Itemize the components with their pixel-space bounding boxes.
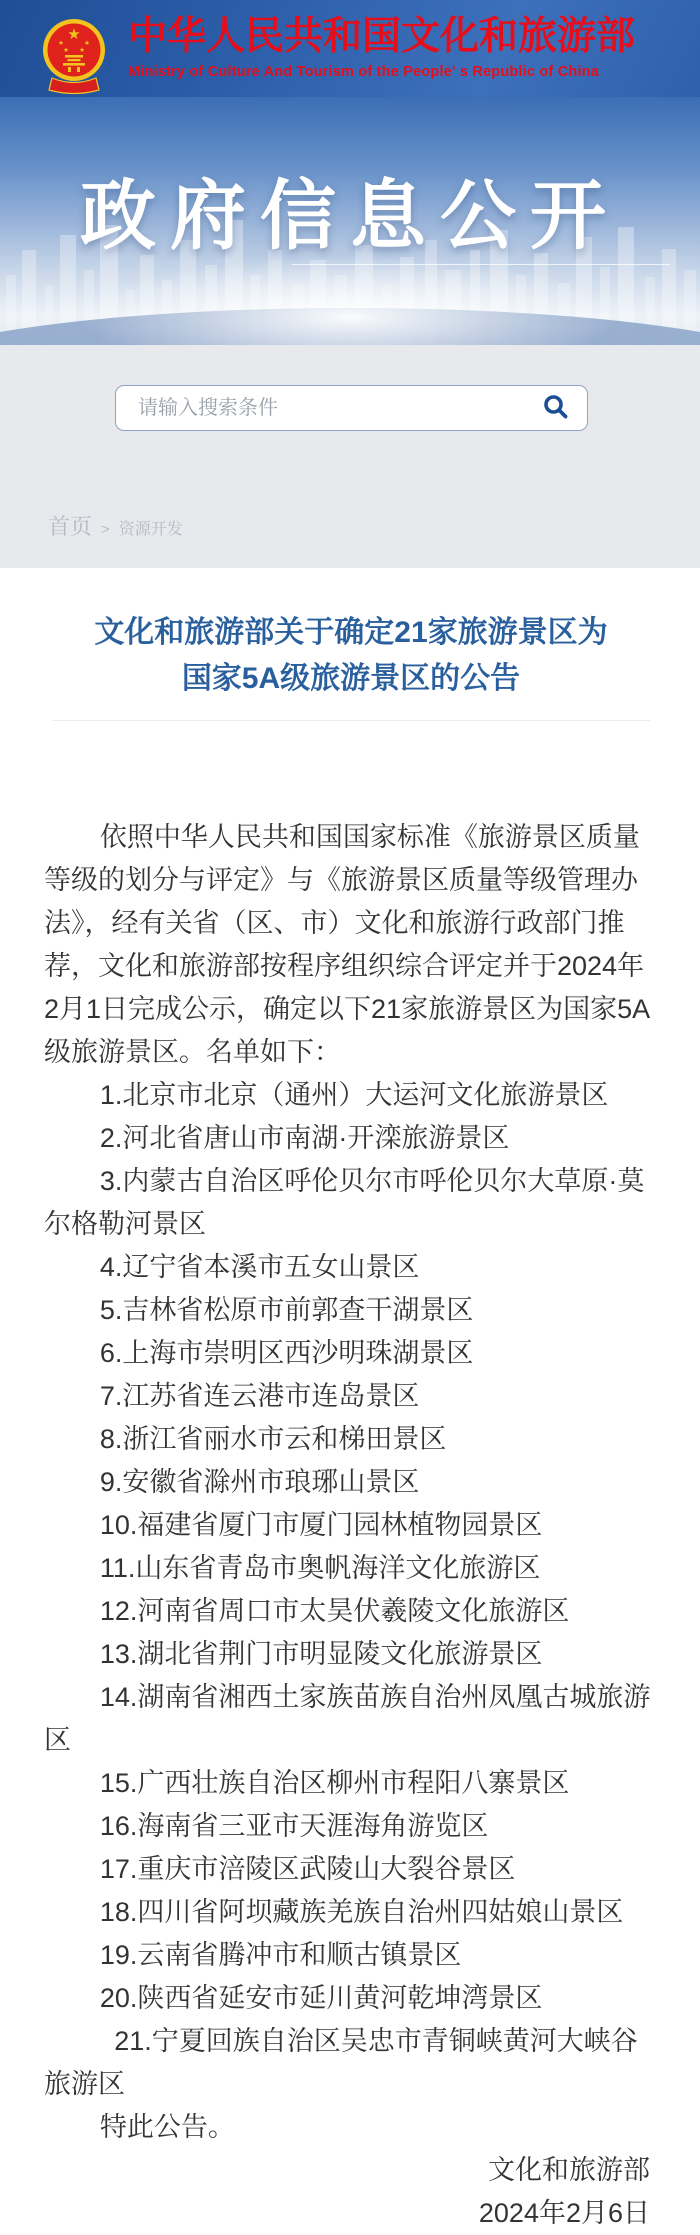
list-item: 9.安徽省滁州市琅琊山景区 <box>99 1467 420 1497</box>
list-item: 4.辽宁省本溪市五女山景区 <box>99 1252 420 1282</box>
article-title-line1: 文化和旅游部关于确定21家旅游景区为 <box>94 616 608 649</box>
breadcrumb-home-link[interactable]: 首页 <box>48 514 93 539</box>
list-item: 2.河北省唐山市南湖·开滦旅游景区 <box>99 1123 510 1153</box>
title-divider <box>52 720 650 721</box>
list-item: 11.山东省青岛市奥帆海洋文化旅游区 <box>99 1553 541 1583</box>
list-item: 1.北京市北京（通州）大运河文化旅游景区 <box>99 1080 609 1110</box>
attraction-list <box>44 1074 658 2106</box>
signature-org: 文化和旅游部 <box>488 2155 650 2185</box>
list-item: 5.吉林省松原市前郭查干湖景区 <box>99 1295 474 1325</box>
svg-text:★: ★ <box>79 46 85 54</box>
list-item: 19.云南省腾冲市和顺古镇景区 <box>99 1940 462 1970</box>
search-icon <box>542 393 569 423</box>
breadcrumb-section-link[interactable]: 资源开发 <box>118 521 183 538</box>
list-item: 12.河南省周口市太昊伏羲陵文化旅游区 <box>99 1596 570 1626</box>
article-title <box>44 610 658 702</box>
list-item: 6.上海市崇明区西沙明珠湖景区 <box>99 1338 474 1368</box>
list-item: 10.福建省厦门市厦门园林植物园景区 <box>99 1510 543 1540</box>
national-emblem-icon <box>42 16 106 96</box>
ministry-title: 中华人民共和国文化和旅游部 <box>128 15 636 59</box>
list-item: 7.江苏省连云港市连岛景区 <box>99 1381 420 1411</box>
banner-title: 政府信息公开 <box>80 174 620 259</box>
search-box[interactable] <box>115 385 588 431</box>
search-section <box>0 345 700 568</box>
list-item: 21.宁夏回族自治区吴忠市青铜峡黄河大峡谷旅游区 <box>44 2026 638 2099</box>
banner <box>0 97 700 345</box>
list-item: 8.浙江省丽水市云和梯田景区 <box>99 1424 447 1454</box>
intro-paragraph: 依照中华人民共和国国家标准《旅游景区质量等级的划分与评定》与《旅游景区质量等级管理办法》，经有关省（区、市）文化和旅游行政部门推荐，文化和旅游部按程序组织综合评定并于2024年2月1日完成公示，确定以下21家旅游景区为国家5A级旅游景区。名单如下： <box>44 822 651 1067</box>
site-header <box>0 0 700 97</box>
list-item: 15.广西壮族自治区柳州市程阳八寨景区 <box>99 1768 570 1798</box>
breadcrumb <box>48 510 183 541</box>
list-item: 20.陕西省延安市延川黄河乾坤湾景区 <box>99 1983 543 2013</box>
list-item: 18.四川省阿坝藏族羌族自治州四姑娘山景区 <box>99 1897 624 1927</box>
signature-date: 2024年2月6日 <box>478 2198 650 2228</box>
list-item: 16.海南省三亚市天涯海角游览区 <box>99 1811 489 1841</box>
article <box>0 568 700 2235</box>
article-body <box>44 816 658 2235</box>
svg-text:★: ★ <box>84 39 90 47</box>
list-item: 13.湖北省荆门市明显陵文化旅游景区 <box>99 1639 543 1669</box>
header-titles <box>128 17 635 80</box>
search-input[interactable] <box>116 386 534 430</box>
banner-decor-line <box>292 264 670 265</box>
search-button[interactable] <box>534 393 587 423</box>
list-item: 17.重庆市涪陵区武陵山大裂谷景区 <box>99 1854 516 1884</box>
article-title-line2: 国家5A级旅游景区的公告 <box>181 662 521 695</box>
ministry-title-en: Ministry of Culture And Tourism of the People' s Republic of China <box>128 63 599 80</box>
breadcrumb-separator: > <box>101 521 110 538</box>
list-item: 3.内蒙古自治区呼伦贝尔市呼伦贝尔大草原·莫尔格勒河景区 <box>44 1166 645 1239</box>
svg-text:★: ★ <box>58 39 64 47</box>
svg-text:★: ★ <box>67 25 81 43</box>
svg-text:★: ★ <box>63 46 69 54</box>
closing-line: 特此公告。 <box>99 2112 235 2142</box>
signature-block <box>44 2149 658 2235</box>
list-item: 14.湖南省湘西土家族苗族自治州凤凰古城旅游区 <box>44 1682 651 1755</box>
